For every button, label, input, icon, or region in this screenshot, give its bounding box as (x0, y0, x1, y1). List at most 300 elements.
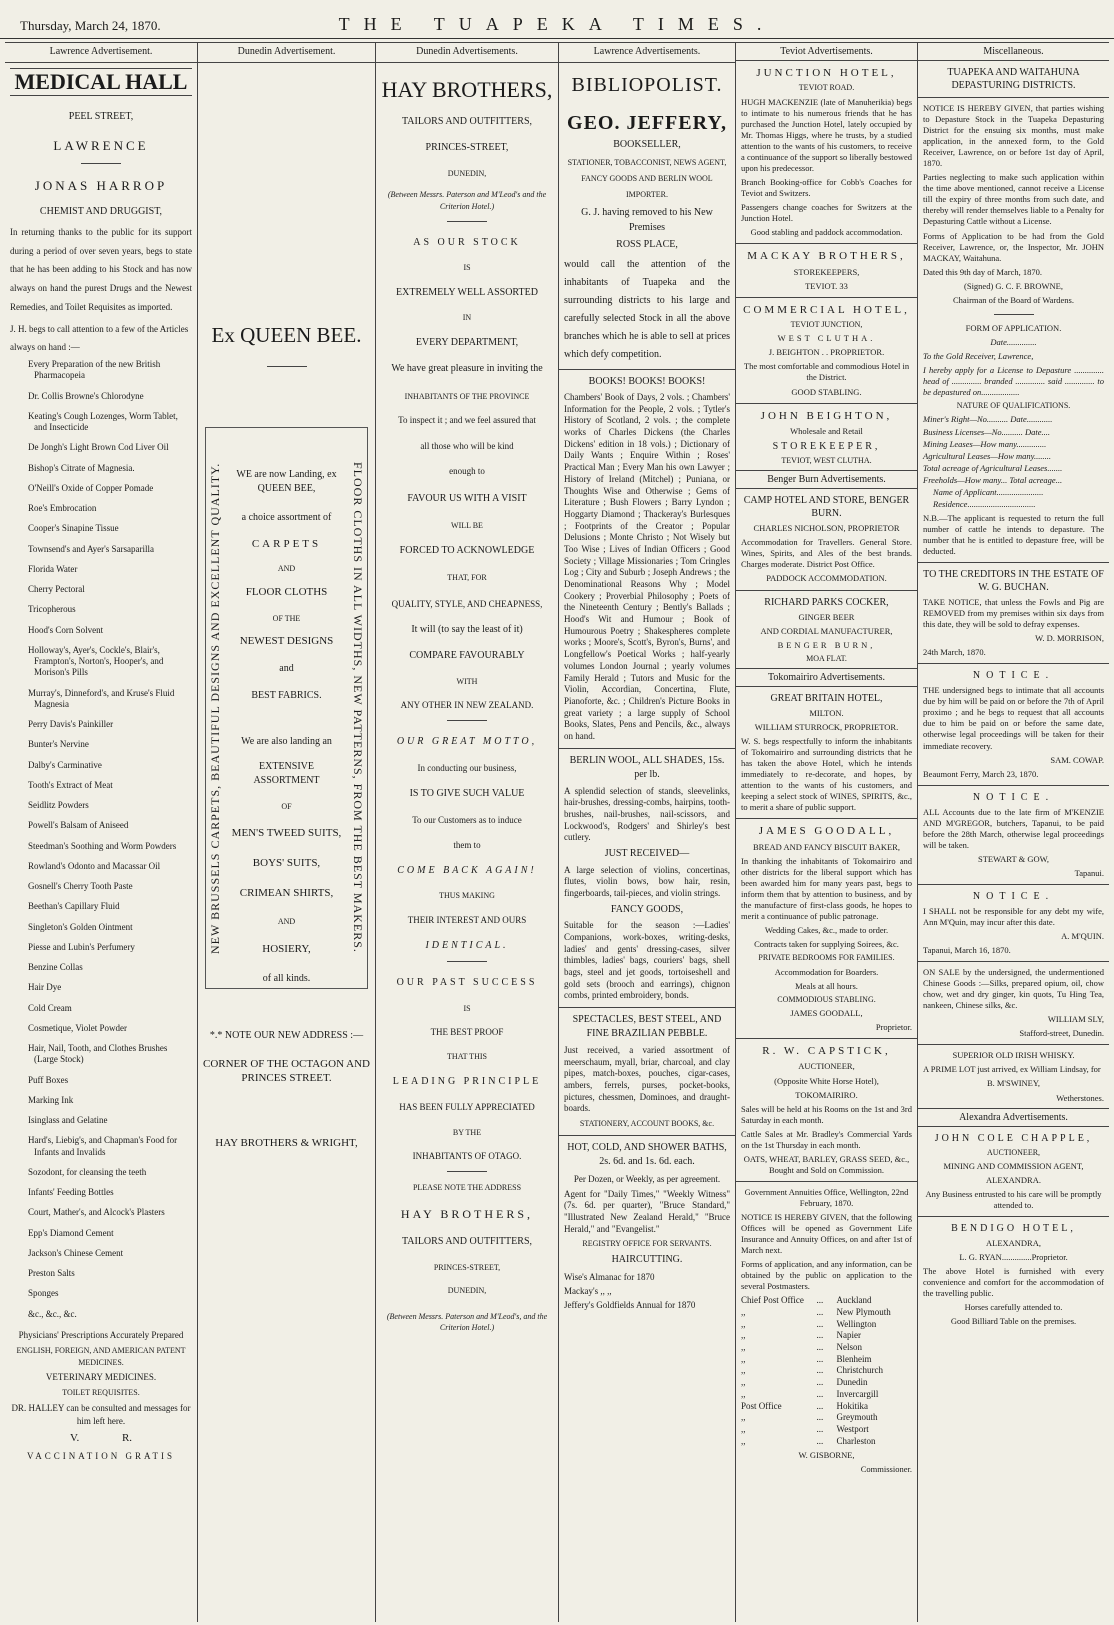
divider (918, 562, 1109, 563)
attention-text: J. H. begs to call attention to a few of the Articles always on hand :— (10, 324, 189, 353)
list-item: Benzine Collas (28, 962, 83, 973)
intro-text: In returning thanks to the public for its support during a period of over seven years, begs to state that he has been adding to his Stock and has now always on hand the purest Drugs and the Newest Remedies, and Toilet Requisites as imported. (10, 226, 192, 313)
ad-line: In conducting our business, (417, 762, 517, 773)
ad-line: TAILORS AND OUTFITTERS, (401, 115, 533, 127)
ad-body: HUGH MACKENZIE (late of Manuherikia) begs to intimate to his numerous friends that he has purchased the Junction Hotel, lately occupied by Mr. Thomas Higgs, where he trusts, by a studied attention to the wants of his customers, to receive a continuance of the support so liberally bestowed upon his predecessor. (741, 96, 912, 173)
ad-body: A PRIME LOT just arrived, ex William Lindsay, for (923, 1064, 1101, 1075)
ad-title: BIBLIOPOLIST. (571, 73, 723, 96)
column-teviot (736, 42, 918, 1622)
ad-body: Forms of application, and any information, can be obtained by the public on application to the several Postmasters. (741, 1259, 912, 1292)
footer-line: VETERINARY MEDICINES. (45, 1372, 157, 1383)
column-lawrence-medical-hall (5, 42, 198, 1622)
notice-heading: NOTICE. (972, 670, 1055, 682)
ad-line: all those who will be kind (420, 440, 514, 451)
section-heading: BERLIN WOOL, ALL SHADES, 15s. per lb. (569, 754, 725, 781)
list-item: Every Preparation of the new British Pharmacopeia (28, 359, 161, 381)
ad-line: MINING AND COMMISSION AGENT, (943, 1160, 1084, 1171)
ad-body: THE undersigned begs to intimate that all accounts due by him will be paid on or before the 7th of April proximo ; and he begs to request that all accounts due to him be paid on or before the same date, otherwise legal proceedings will be taken for their immediate recovery. (923, 685, 1104, 751)
ad-line: To inspect it ; and we feel assured that (398, 415, 536, 426)
ad-line: WITH (456, 676, 478, 686)
royal-arms: V. R. (69, 1431, 133, 1444)
box-line: CRIMEAN SHIRTS, (239, 887, 334, 900)
ad-line: PRIVATE BEDROOMS FOR FAMILIES. (758, 953, 895, 963)
ad-line: Meals at all hours. (795, 980, 858, 991)
list-item: Epp's Diamond Cement (28, 1227, 114, 1238)
divider (447, 221, 487, 222)
columns (5, 42, 1109, 1622)
ad-line: enough to (449, 465, 485, 476)
street: PEEL STREET, (68, 110, 134, 122)
ad-line: WILLIAM SLY, (1047, 1014, 1104, 1025)
table-cell: ,, (741, 1307, 746, 1317)
column-header: Lawrence Advertisement. (5, 42, 197, 63)
ad-line: WILLIAM STURROCK, PROPRIETOR. (754, 722, 899, 733)
list-item: Jackson's Chinese Cement (28, 1247, 124, 1258)
ad-line: BENGER BURN, (777, 639, 876, 650)
ad-line: Wetherstones. (1056, 1092, 1104, 1103)
table-cell: ,, (741, 1330, 746, 1341)
ad-line: A. M'QUIN. (1061, 931, 1104, 942)
ad-line: COMPARE FAVOURABLY (409, 650, 525, 662)
ad-line: Chairman of the Board of Wardens. (953, 294, 1074, 305)
list-item: Marking Ink (28, 1094, 74, 1105)
divider (736, 818, 917, 819)
table-cell: ,, (741, 1365, 746, 1376)
table-cell: ... (816, 1353, 824, 1364)
list-item: Keating's Cough Lozenges, Worm Tablet, and Insecticide (28, 410, 178, 433)
table-cell: ... (816, 1318, 824, 1329)
column-bibliopolist (559, 42, 736, 1622)
ad-line: STOREKEEPERS, (793, 266, 860, 277)
box-line: BOYS' SUITS, (252, 857, 321, 870)
table-cell: ,, (741, 1388, 746, 1399)
table-cell: Charleston (836, 1435, 876, 1446)
ad-line: DUNEDIN, (447, 1286, 487, 1296)
footer-line: DR. HALLEY can be consulted and messages for him left here. (11, 1402, 191, 1426)
divider (918, 1216, 1109, 1217)
divider (267, 366, 307, 367)
divider (994, 314, 1034, 315)
offices-table (741, 1295, 912, 1447)
ad-line: Beaumont Ferry, March 23, 1870. (923, 768, 1039, 779)
ad-line: HAY BROTHERS, (400, 1206, 534, 1221)
table-cell: Blenheim (836, 1353, 872, 1364)
list-item: Cosmetique, Violet Powder (28, 1022, 128, 1033)
ad-title: RICHARD PARKS COCKER, (764, 596, 889, 608)
form-line: Residence................................ (933, 498, 1036, 509)
ad-title: TUAPEKA AND WAITAHUNA DEPASTURING DISTRICTS. (947, 67, 1080, 91)
ad-line: IS TO GIVE SUCH VALUE (409, 788, 525, 800)
list-item: Beethan's Capillary Fluid (28, 901, 120, 912)
ad-body: Forms of Application to be had from the Gold Receiver, Lawrence, or, the Inspector, Mr. JOHN MACKAY, Waitahuna. (923, 230, 1104, 263)
box-line: AND (277, 917, 296, 927)
ad-line: FORCED TO ACKNOWLEDGE (399, 544, 535, 556)
section-heading: SPECTACLES, BEST STEEL, AND FINE BRAZILIAN PEBBLE. (572, 1013, 722, 1040)
ad-line: Horses carefully attended to. (964, 1302, 1063, 1313)
ad-line: MOA FLAT. (806, 653, 847, 663)
ad-line: 24th March, 1870. (923, 647, 986, 658)
ad-body: Sales will be held at his Rooms on the 1st and 3rd Saturday in each month. (741, 1103, 912, 1125)
items-list (28, 359, 192, 1320)
table-cell: ... (816, 1295, 824, 1306)
ad-body: Suitable for the season :—Ladies' Companions, work-boxes, writing-desks, ladies' and gents' dressing-cases, silver thimbles, ladies' bags, couriers' bags, shell bags, steel and jet goods, tortoiseshell and gold sets (brooch and earrings), chignon combs, printed embroidery, bonds. (564, 920, 730, 1001)
ad-line: To our Customers as to induce (412, 814, 522, 825)
ad-body: W. S. begs respectfully to inform the inhabitants of Tokomairiro and surrounding districts that he has taken the above Hotel, which he intends immediately to re-decorate, and hopes, by attention to the wants of his customers, and keeping a select stock of WINES, SPIRITS, &c., to merit a share of public support. (741, 736, 912, 813)
ad-line: EVERY DEPARTMENT, (415, 336, 519, 348)
box-line: a choice assortment of (241, 511, 332, 523)
table-cell: ... (816, 1388, 824, 1399)
ad-line: THE BEST PROOF (430, 1027, 504, 1038)
ad-line: IS (463, 263, 471, 273)
box-line: OF THE (272, 613, 301, 623)
ad-line: THUS MAKING (439, 891, 495, 901)
ad-body: Any Business entrusted to his care will be promptly attended to. (925, 1189, 1102, 1211)
table-cell: Auckland (836, 1295, 872, 1306)
ad-line: HAS BEEN FULLY APPRECIATED (399, 1102, 535, 1113)
ad-line: CHARLES NICHOLSON, PROPRIETOR (753, 523, 900, 534)
proprietor: JONAS HARROP (34, 178, 168, 194)
list-item: Preston Salts (28, 1268, 75, 1279)
table-cell: ,, (741, 1412, 746, 1423)
divider (559, 748, 735, 749)
ad-title: SUPERIOR OLD IRISH WHISKY. (952, 1050, 1075, 1061)
list-item: Roe's Embrocation (28, 503, 97, 514)
list-item: Seidlitz Powders (28, 800, 89, 811)
ad-line: PADDOCK ACCOMMODATION. (766, 573, 887, 584)
ad-body: would call the attention of the inhabitants of Tuapeka and the surrounding districts to his large and carefully selected Stock in all the above branches which he is able to sell at prices which defy competition. (564, 258, 730, 360)
divider (918, 884, 1109, 885)
ad-line: THAT THIS (447, 1052, 487, 1062)
list-item: Singleton's Golden Ointment (28, 921, 133, 932)
note-line: *.* NOTE OUR NEW ADDRESS :— (209, 1029, 364, 1041)
table-cell: Napier (836, 1330, 861, 1341)
section-heading: JUST RECEIVED— (604, 848, 690, 860)
box-line: BEST FABRICS. (251, 689, 322, 701)
table-cell: Greymouth (836, 1412, 878, 1423)
ad-line: BREAD AND FANCY BISCUIT BAKER, (753, 841, 900, 852)
list-item: Perry Davis's Painkiller (28, 719, 114, 730)
form-line: Name of Applicant...................... (933, 486, 1044, 497)
divider (736, 1181, 917, 1182)
ad-title: MEDICAL HALL (10, 68, 192, 96)
box-line: of all kinds. (262, 972, 311, 984)
ad-line: IDENTICAL. (425, 939, 509, 951)
divider (736, 1038, 917, 1039)
list-item: Murray's, Dinneford's, and Kruse's Fluid Magnesia (28, 687, 175, 709)
box-line: MEN'S TWEED SUITS, (231, 827, 342, 840)
section-header: Benger Burn Advertisements. (736, 470, 917, 489)
almanac-line: Wise's Almanac for 1870 (564, 1271, 655, 1282)
list-item: Hard's, Liebig's, and Chapman's Food for Infants and Invalids (28, 1135, 178, 1157)
list-item: Hood's Corn Solvent (28, 624, 104, 635)
ad-line: Good Billiard Table on the premises. (950, 1316, 1077, 1327)
column-hay-brothers (376, 42, 559, 1622)
ad-line: ANY OTHER IN NEW ZEALAND. (400, 700, 534, 711)
table-cell: ... (816, 1377, 824, 1388)
firm-name: HAY BROTHERS & WRIGHT, (215, 1136, 358, 1149)
ad-title: R. W. CAPSTICK, (762, 1045, 891, 1058)
table-cell: Westport (836, 1423, 869, 1434)
box-line: WE are now Landing, ex QUEEN BEE, (236, 468, 337, 495)
table-cell: ... (816, 1307, 824, 1317)
ad-line: TEVIOT ROAD. (798, 83, 855, 93)
ad-line: (Signed) G. C. F. BROWNE, (964, 280, 1063, 291)
ad-body: Parties neglecting to make such application within the time above mentioned, cannot receive a License till the expiry of three months from such date, and thereby will render themselves liable to a Penalty for Depasturing Cattle without a License. (923, 172, 1104, 227)
list-item: Tooth's Extract of Meat (28, 779, 113, 790)
ad-line: Wedding Cakes, &c., made to order. (764, 925, 889, 936)
ad-line: BY THE (452, 1127, 482, 1137)
ad-line: Tapanui, March 16, 1870. (923, 945, 1011, 956)
list-item: Puff Boxes (28, 1074, 69, 1085)
ad-line: STATIONER, TOBACCONIST, NEWS AGENT, FANCY GOODS AND BERLIN WOOL IMPORTER. (567, 158, 727, 199)
section-heading: FORM OF APPLICATION. (965, 322, 1062, 333)
ship-title: Ex QUEEN BEE. (211, 322, 362, 347)
ad-line: Good stabling and paddock accommodation. (750, 227, 903, 238)
form-line: Total acreage of Agricultural Leases....... (923, 462, 1063, 473)
column-header: Teviot Advertisements. (736, 42, 917, 61)
ad-line: LEADING PRINCIPLE (392, 1075, 542, 1087)
ad-title: CAMP HOTEL AND STORE, BENGER BURN. (743, 495, 910, 520)
ad-line: PRINCES-STREET, (425, 142, 509, 154)
table-cell: ,, (741, 1318, 746, 1329)
table-cell: Wellington (836, 1318, 877, 1329)
list-item: Powell's Balsam of Aniseed (28, 820, 129, 831)
ad-title: GREAT BRITAIN HOTEL, (770, 693, 883, 705)
ad-line: INHABITANTS OF OTAGO. (412, 1151, 522, 1162)
table-cell: ,, (741, 1353, 746, 1364)
section-heading: BOOKS! BOOKS! BOOKS! (588, 375, 706, 387)
ad-body: Agent for "Daily Times," "Weekly Witness" (7s. 6d. per quarter), "Bruce Standard," "Illustrated New Zealand Herald," "Bruce Herald," and "Evangelist." (564, 1188, 730, 1234)
ad-line: Per Dozen, or Weekly, as per agreement. (573, 1173, 721, 1184)
ad-line: PLEASE NOTE THE ADDRESS (412, 1183, 522, 1193)
ad-line: TEVIOT, WEST CLUTHA. (781, 455, 872, 465)
address-line: CORNER OF THE OCTAGON AND PRINCES STREET. (203, 1058, 370, 1085)
table-cell: ,, (741, 1435, 746, 1446)
ad-line: GOOD STABLING. (791, 386, 862, 397)
divider (559, 1007, 735, 1008)
section-heading: FANCY GOODS, (610, 903, 684, 915)
vertical-left-text: NEW BRUSSELS CARPETS, BEAUTIFUL DESIGNS AND EXCELLENT QUALITY. (208, 462, 222, 954)
form-line: To the Gold Receiver, Lawrence, (923, 350, 1034, 361)
section-header: Tokomairiro Advertisements. (736, 668, 917, 687)
column-header: Dunedin Advertisements. (376, 42, 558, 63)
ad-title: JOHN BEIGHTON, (760, 409, 893, 422)
ad-line: AUCTIONEER, (986, 1147, 1041, 1157)
divider (736, 403, 917, 404)
list-item: Hair, Nail, Tooth, and Clothes Brushes (Large Stock) (28, 1043, 168, 1065)
ad-body: N.B.—The applicant is requested to return the full number of cattle he intends to depasture. The number that he is entitled to depasture free, will be deducted. (923, 512, 1104, 556)
list-item: Sozodont, for cleansing the teeth (28, 1166, 147, 1177)
table-cell: ... (816, 1400, 824, 1411)
list-item: Cherry Pectoral (28, 584, 85, 595)
notice-heading: NOTICE. (972, 890, 1055, 902)
table-cell: ... (816, 1423, 824, 1434)
ad-line: them to (453, 839, 481, 850)
ad-line: TEVIOT JUNCTION, (790, 319, 863, 329)
ad-line: IN (462, 313, 472, 323)
list-item: &c., &c., &c. (28, 1308, 77, 1319)
ad-line: Contracts taken for supplying Soirees, &c. (754, 939, 899, 950)
ad-body: The above Hotel is furnished with every convenience and comfort for the accommodation of the travelling public. (923, 1266, 1104, 1299)
ad-title: JAMES GOODALL, (758, 825, 895, 838)
issue-date: Thursday, March 24, 1870. (20, 18, 161, 33)
ad-line: W. GISBORNE, (798, 1450, 855, 1461)
proprietor: GEO. JEFFERY, (567, 111, 727, 134)
column-miscellaneous (918, 42, 1109, 1622)
ad-line: We have great pleasure in inviting the (391, 363, 543, 375)
table-cell: ... (816, 1330, 824, 1341)
ad-body: The most comfortable and commodious Hotel in the District. (743, 361, 910, 383)
vertical-right-text: FLOOR CLOTHS IN ALL WIDTHS, NEW PATTERNS, FROM THE BEST MAKERS. (351, 462, 365, 954)
table-cell: Post Office (741, 1400, 782, 1411)
box-line: HOSIERY, (262, 942, 311, 955)
footer-line: VACCINATION GRATIS (26, 1450, 176, 1461)
column-header: Lawrence Advertisements. (559, 42, 735, 63)
ad-line: EXTREMELY WELL ASSORTED (396, 286, 538, 298)
ad-line: Accommodation for Boarders. (774, 966, 879, 977)
ad-line: COME BACK AGAIN! (397, 864, 537, 876)
ad-title: JUNCTION HOTEL, (756, 67, 897, 79)
ad-line: IS (463, 1003, 471, 1013)
ad-line: WEST CLUTHA. (777, 333, 876, 344)
column-header: Dunedin Advertisement. (198, 42, 375, 63)
form-line: Freeholds—How many... Total acreage... (923, 474, 1063, 485)
notice-heading: NOTICE. (972, 791, 1055, 803)
divider (918, 1044, 1109, 1045)
list-item: Cooper's Sinapine Tissue (28, 523, 119, 534)
list-item: Florida Water (28, 563, 78, 574)
divider (918, 961, 1109, 962)
ad-line: GINGER BEER (798, 611, 855, 622)
masthead (0, 0, 1114, 39)
ad-body: ON SALE by the undersigned, the undermentioned Chinese Goods :—Silks, prepared opium, oil, chow chow, wet and dry ginger, kin quots, Tu Hing Tea, nankeen, Chinese silks, &c. (923, 967, 1104, 1011)
list-item: Bunter's Nervine (28, 739, 89, 750)
ad-line: Stafford-street, Dunedin. (1019, 1028, 1104, 1039)
list-item: Holloway's, Ayer's, Cockle's, Blair's, Frampton's, Norton's, Hooper's, and Morison's Pills (28, 644, 164, 678)
ad-body: OATS, WHEAT, BARLEY, GRASS SEED, &c., Bought and Sold on Commission. (743, 1153, 910, 1175)
ad-line: OUR PAST SUCCESS (396, 977, 538, 989)
form-line: Date.............. (990, 336, 1037, 347)
form-line: Mining Leases—How many.............. (923, 438, 1047, 449)
ad-line: OUR GREAT MOTTO, (396, 736, 538, 748)
ad-body: Just received, a varied assortment of meerschaum, myall, briar, charcoal, and clay pipes, match-boxes, pouches, cigar-cases, ambers, ferrels, purses, pocket-books, pictures, chessmen, Dominoes, and draught-boards. (564, 1044, 730, 1114)
ad-line: Proprietor. (875, 1022, 912, 1033)
ad-line: TAILORS AND OUTFITTERS, (401, 1236, 533, 1248)
divider (918, 97, 1109, 98)
table-cell: ... (816, 1435, 824, 1446)
box-line: OF (281, 801, 292, 811)
table-cell: ,, (741, 1377, 746, 1388)
divider (736, 297, 917, 298)
ad-line: DUNEDIN, (447, 168, 487, 178)
form-line: Miner's Right—No.......... Date............ (923, 414, 1053, 425)
ad-line: TOKOMAIRIRO. (795, 1089, 858, 1100)
list-item: O'Neill's Oxide of Copper Pomade (28, 482, 154, 493)
ad-line: AND CORDIAL MANUFACTURER, (760, 625, 893, 636)
ad-line: THAT, FOR (447, 573, 487, 583)
ad-body: In thanking the inhabitants of Tokomairiro and other districts for the liberal support which has been awarded him for many years past, begs to inform them that by attention to business, and by the manufacture of first-class goods, he hopes to merit a continuance of public patronage. (741, 855, 912, 922)
section-heading: HAIRCUTTING. (611, 1254, 683, 1266)
list-item: De Jongh's Light Brown Cod Liver Oil (28, 442, 169, 453)
divider (81, 163, 121, 164)
list-item: Piesse and Lubin's Perfumery (28, 941, 135, 952)
ad-body: NOTICE IS HEREBY GIVEN, that parties wishing to Depasture Stock in the Tuapeka Depasturing District for the ensuing six months, must make application, in the annexed form, to the Gold Receiver, Lawrence, on or before 1st day of April, 1870. (923, 103, 1104, 169)
town: LAWRENCE (53, 138, 149, 154)
divider (559, 1135, 735, 1136)
ad-body: NOTICE IS HEREBY GIVEN, that the following Offices will be opened as Government Life Insurance and Annuity Offices, on and after 1st of March next. (741, 1211, 912, 1256)
ad-body: Accommodation for Travellers. General Store. Wines, Spirits, and Ales of the best brands. Charges moderate. District Post Office. (741, 537, 912, 570)
ad-title: MACKAY BROTHERS, (747, 250, 906, 263)
form-line: I hereby apply for a License to Depasture .............. head of .............. branded .............. said .............. to be depastured on.................. (923, 364, 1104, 398)
box-line: EXTENSIVE ASSORTMENT (253, 760, 320, 787)
list-item: Gosnell's Cherry Tooth Paste (28, 881, 133, 892)
ad-line: Wholesale and Retail (790, 425, 863, 436)
list-item: Sponges (28, 1288, 59, 1299)
divider (736, 590, 917, 591)
section-heading: REGISTRY OFFICE FOR SERVANTS. (582, 1239, 712, 1249)
divider (918, 785, 1109, 786)
ad-line: SAM. COWAP. (1050, 754, 1104, 765)
ad-line: THEIR INTEREST AND OURS (407, 914, 527, 925)
footer-line: Physicians' Prescriptions Accurately Prepared (18, 1329, 184, 1340)
list-item: Dalby's Carminative (28, 759, 102, 770)
list-item: Rowland's Odonto and Macassar Oil (28, 860, 161, 871)
ad-line: ALEXANDRA, (985, 1238, 1041, 1249)
ad-line: L. G. RYAN..............Proprietor. (959, 1252, 1068, 1263)
list-item: Cold Cream (28, 1002, 72, 1013)
list-item: Dr. Collis Browne's Chlorodyne (28, 390, 144, 401)
newspaper-title: THE TUAPEKA TIMES. (338, 14, 776, 34)
section-heading: STATIONERY, ACCOUNT BOOKS, &c. (579, 1119, 715, 1129)
books-list: Chambers' Book of Days, 2 vols. ; Chambers' Information for the People, 2 vols. ; Tytler's History of Scotland, 2 vols. ; the complete works of Charles Dickens (the Charles Dickens' edition in 18 vols.) ; Dictionary of Daily Wants ; Enquire Within ; Roses' Practical Man ; Every Man his own Lawyer ; History of Ireland (Mitchel) ; Puniana, or Thoughts Wise and Otherwise ; Gems of Literature ; Bush Flowers ; Barry Lyndon ; Hoggarty Diamond ; Thackeray's Burlesques ; Footprints of the Creator ; Popular Delusions ; Monte Christo ; Not Wisely but Too Wise ; Lives of Indian Officers ; Good Society ; Village Missionaries ; Tom Cringles Log ; City and Suburb ; Joseph Andrews ; the Denominational Reasons Why ; Model Cookery ; Proverbial Philosophy ; Poets of the Nineteenth Century ; Bently's Ballads ; Hood's Wit and Humour ; Book of Humourous Poetry ; Shakespheres complete works ; Moore's, Scott's, Byron's, Burns', and Longfellow's Poetical Works ; half-yearly volumes London Journal ; yearly volumes Family Herald ; Tutors and Music for the Violin, Accordian, Concertina, Flute, Pianoforte, &c. ; Children's Picture Books in great variety ; a large supply of School Books, Slates, Pens and Pencils, &c., always on hand. (564, 392, 730, 741)
list-item: Hair Dye (28, 982, 62, 993)
ad-line: ROSS PLACE, (616, 239, 678, 250)
ad-box (205, 427, 368, 989)
ad-line: Tapanui. (1074, 867, 1104, 878)
ad-title: HAY BROTHERS, (381, 76, 553, 102)
ad-title: JOHN COLE CHAPPLE, (934, 1132, 1093, 1144)
ad-line: FAVOUR US WITH A VISIT (407, 492, 527, 504)
ad-line: AS OUR STOCK (413, 236, 521, 248)
box-line: We are also landing an (241, 736, 332, 748)
ad-line: MILTON. (809, 708, 844, 719)
ad-body: TAKE NOTICE, that unless the Fowls and Pig are REMOVED from my premises within six days from this date, they will be sold to defray expenses. (923, 597, 1104, 630)
box-line: NEWEST DESIGNS (239, 635, 334, 648)
ad-line: QUALITY, STYLE, AND CHEAPNESS, (391, 598, 543, 609)
ad-line: (Opposite White Horse Hotel), (774, 1075, 879, 1086)
almanac-line: Mackay's ,, ,, (564, 1285, 612, 1296)
ad-line: (Between Messrs. Paterson and M'Leod's, and the Criterion Hotel.) (386, 1311, 548, 1333)
table-cell: Invercargill (836, 1388, 879, 1399)
ad-line: It will (to say the least of it) (411, 623, 523, 635)
list-item: Steedman's Soothing and Worm Powders (28, 840, 177, 851)
table-cell: Dunedin (836, 1377, 868, 1388)
ad-line: PRINCES-STREET, (433, 1262, 501, 1272)
ad-title: BENDIGO HOTEL, (951, 1223, 1076, 1235)
divider (736, 243, 917, 244)
divider (447, 720, 487, 721)
ad-line: B. M'SWINEY, (986, 1078, 1041, 1089)
ad-line: AUCTIONEER, (798, 1061, 855, 1072)
table-cell: ,, (741, 1342, 746, 1353)
table-cell: ... (816, 1342, 824, 1353)
ad-line: WILL BE (451, 521, 483, 531)
table-cell: New Plymouth (836, 1307, 891, 1317)
table-cell: Hokitika (836, 1400, 868, 1411)
ad-body: Passengers change coaches for Switzers at the Junction Hotel. (741, 202, 912, 224)
section-heading: NATURE OF QUALIFICATIONS. (956, 401, 1071, 411)
ad-title: TO THE CREDITORS IN THE ESTATE OF W. G. BUCHAN. (923, 569, 1104, 594)
